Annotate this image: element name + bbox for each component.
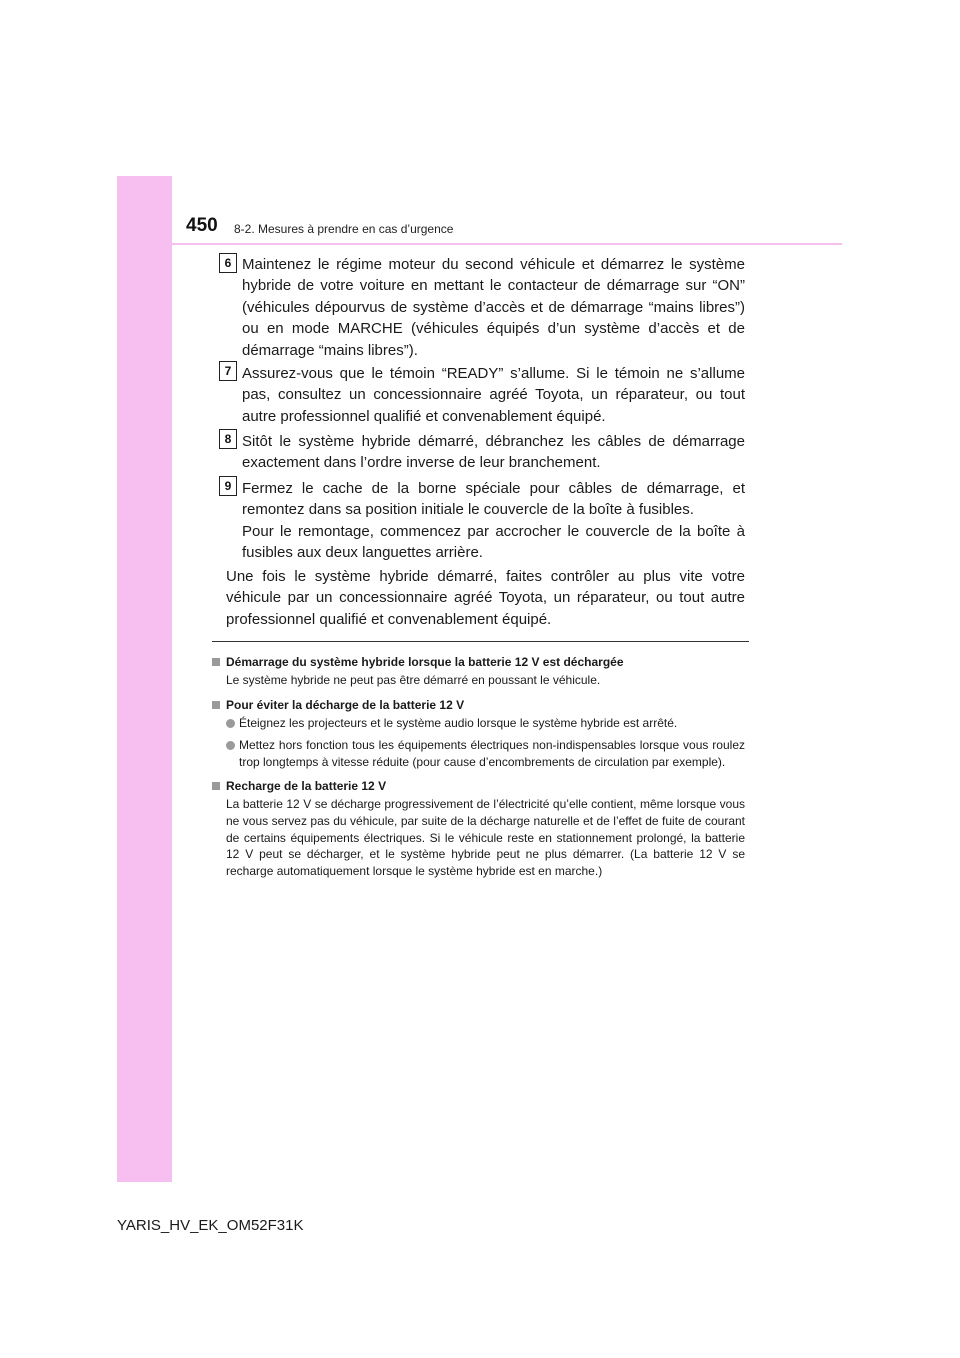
- chapter-sidebar-tab: [117, 176, 172, 1182]
- note-bullet-item: [226, 737, 745, 770]
- note-bullet-text: Mettez hors fonction tous les équipements électriques non-indispensables lorsque vous roulez trop longtemps à vitesse réduite (pour cause d’encombrements de circulation par exemple).: [239, 738, 745, 769]
- notes-divider: [212, 641, 749, 642]
- notes-section: [212, 654, 745, 879]
- step-number-badge: 8: [219, 429, 237, 449]
- note-heading-text: Recharge de la batterie 12 V: [226, 779, 387, 794]
- step-number-badge: 9: [219, 476, 237, 496]
- square-bullet-icon: [212, 701, 220, 709]
- manual-code: YARIS_HV_EK_OM52F31K: [117, 1217, 304, 1234]
- step-number-badge: 6: [219, 253, 237, 273]
- step-7-text: [242, 363, 745, 427]
- step-number-badge: 7: [219, 361, 237, 381]
- step-paragraph: Fermez le cache de la borne spéciale pour câbles de démarrage, et remontez dans sa position initiale le couvercle de la boîte à fusibles.: [242, 480, 745, 519]
- square-bullet-icon: [212, 658, 220, 666]
- circle-bullet-icon: [226, 719, 235, 728]
- note-heading-text: Démarrage du système hybride lorsque la batterie 12 V est déchargée: [226, 655, 624, 669]
- note-body: Le système hybride ne peut pas être démarré en poussant le véhicule.: [226, 673, 601, 687]
- note-heading-text: Pour éviter la décharge de la batterie 12 V: [226, 697, 465, 712]
- step-paragraph: Assurez-vous que le témoin “READY” s’allume. Si le témoin ne s’allume pas, consultez un concessionnaire agréé Toyota, un réparateur, ou tout autre professionnel qualifié et convenablement équipé.: [242, 365, 745, 425]
- header-divider: [172, 243, 842, 245]
- summary-paragraph: Une fois le système hybride démarré, faites contrôler au plus vite votre véhicule par un concessionnaire agréé Toyota, un réparateur, ou tout autre professionnel qualifié et convenablement équipé.: [226, 568, 745, 628]
- square-bullet-icon: [212, 782, 220, 790]
- note-heading: [212, 654, 745, 670]
- note-bullet-item: [226, 715, 745, 732]
- step-8-text: [242, 431, 745, 474]
- circle-bullet-icon: [226, 741, 235, 750]
- note-heading: [212, 697, 745, 713]
- note-heading: [212, 778, 745, 794]
- step-paragraph: Sitôt le système hybride démarré, débranchez les câbles de démarrage exactement dans l’ordre inverse de leur branchement.: [242, 433, 745, 472]
- step-9-text: [242, 478, 745, 564]
- note-body: La batterie 12 V se décharge progressivement de l’électricité qu’elle contient, même lorsque vous ne vous servez pas du véhicule, par suite de la décharge naturelle et de l’effet de fuite de courant de certains équipements électriques. Si le véhicule reste en stationnement prolongé, la batterie 12 V peut se décharger, et le système hybride peut ne plus démarrer. (La batterie 12 V se recharge automatiquement lorsque le système hybride est en marche.): [226, 797, 745, 878]
- step-paragraph: Pour le remontage, commencez par accrocher le couvercle de la boîte à fusibles aux deux languettes arrière.: [242, 522, 745, 562]
- note-bullet-text: Éteignez les projecteurs et le système audio lorsque le système hybride est arrêté.: [239, 715, 678, 730]
- section-title: 8-2. Mesures à prendre en cas d’urgence: [234, 222, 454, 236]
- step-6-text: [242, 254, 745, 361]
- page-number: 450: [186, 215, 218, 236]
- step-paragraph: Maintenez le régime moteur du second véhicule et démarrez le système hybride de votre voiture en mettant le contacteur de démarrage sur “ON” (véhicules dépourvus de système d’accès et de démarrage “mains libres”) ou en mode MARCHE (véhicules équipés d’un système d’accès et de démarrage “mains libres”).: [242, 256, 745, 359]
